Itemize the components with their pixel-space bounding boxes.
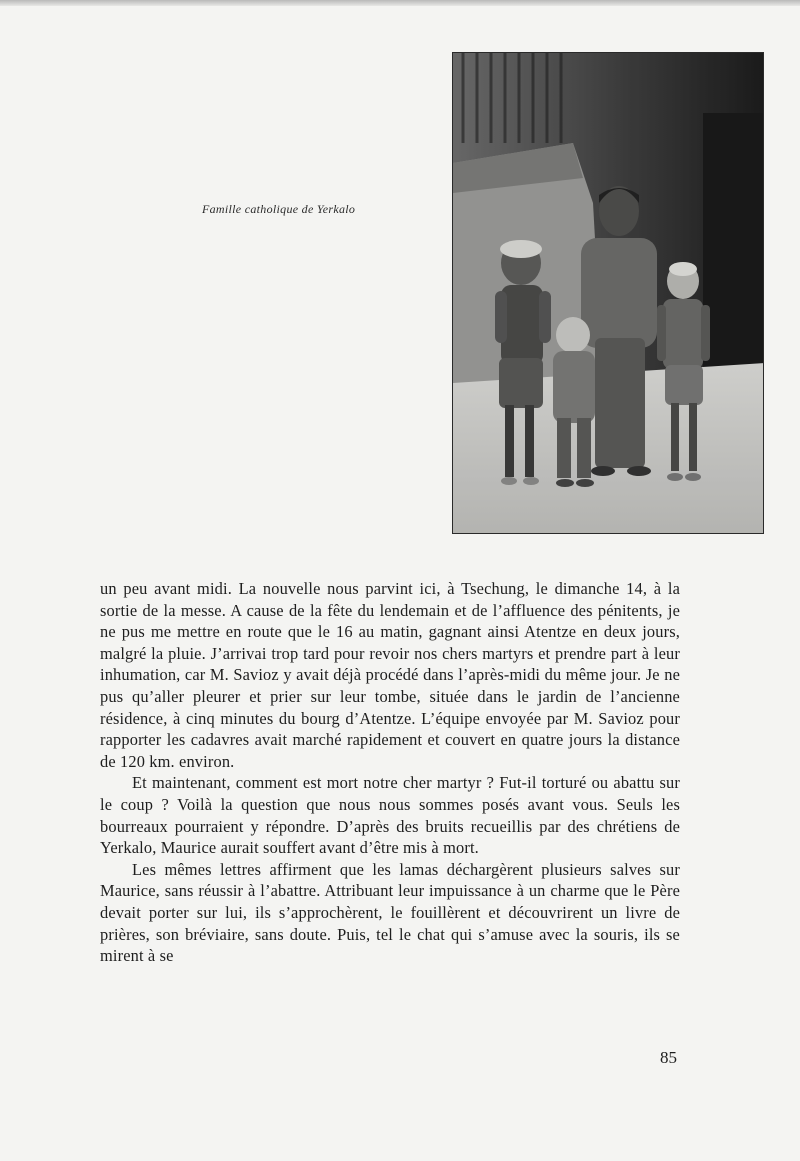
paragraph: Les mêmes lettres affirment que les lamas déchargèrent plusieurs salves sur Maurice, sans réussir à l’abattre. Attribuant leur impuissance à un charme que le Père devait porter sur lui, ils s’approchèrent, le fouillèrent et découvrirent un livre de prières, son bréviaire, sans doute. Puis, tel le chat qui s’amuse avec la souris, ils se mirent à se <box>100 859 680 966</box>
page-top-edge <box>0 0 800 6</box>
photo-caption: Famille catholique de Yerkalo <box>202 202 356 216</box>
body-text <box>100 578 680 967</box>
page-number: 85 <box>660 1048 677 1067</box>
paragraph: Et maintenant, comment est mort notre cher martyr ? Fut-il torturé ou abattu sur le coup ? Voilà la question que nous nous sommes posés avant vous. Seuls les bourreaux pourraient y répondre. D’après des bruits recueillis par des chrétiens de Yerkalo, Maurice aurait souffert avant d’être mis à mort. <box>100 773 680 858</box>
paragraph: un peu avant midi. La nouvelle nous parvint ici, à Tsechung, le dimanche 14, à la sortie de la messe. A cause de la fête du lendemain et de l’affluence des pénitents, je ne pus me mettre en route que le 16 au matin, gagnant ainsi Atentze en deux jours, malgré la pluie. J’arrivai trop tard pour revoir nos chers martyrs et prendre part à leur inhumation, car M. Savioz y avait déjà procédé dans l’après-midi du même jour. Je ne pus qu’aller pleurer et prier sur leur tombe, située dans le jardin de l’ancienne résidence, à cinq minutes du bourg d’Atentze. L’équipe envoyée par M. Savioz pour rapporter les cadavres avait marché rapidement et couvert en quatre jours la distance de 120 km. environ. <box>100 579 680 771</box>
family-photograph <box>452 52 764 534</box>
